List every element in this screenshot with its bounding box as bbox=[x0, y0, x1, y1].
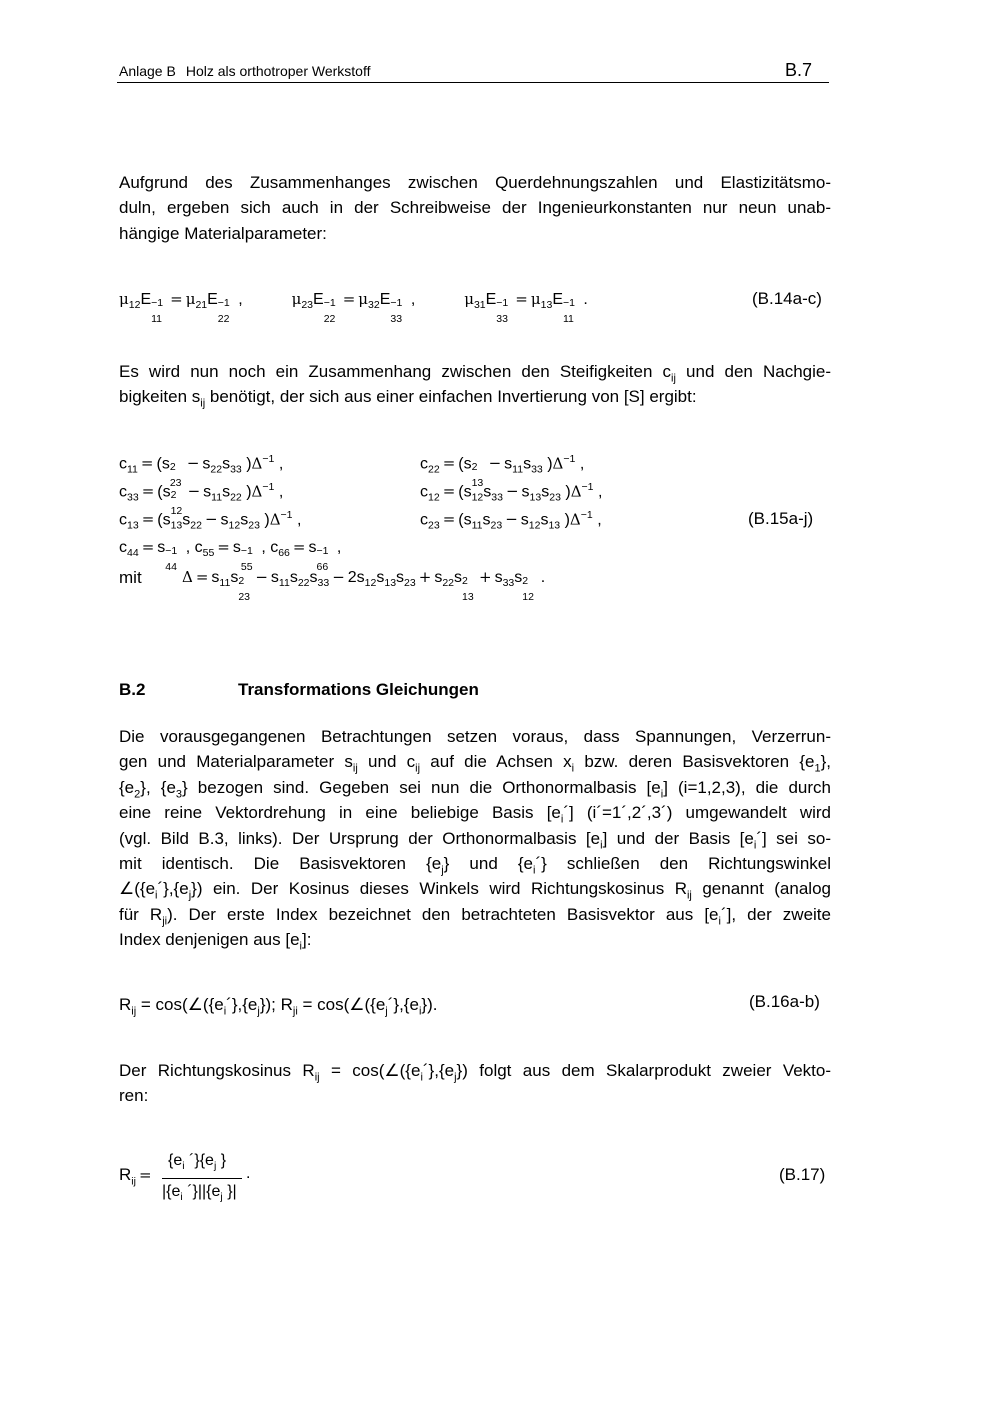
para3-line-8: für $R_{ji}$). Der erste Index bezeichnet den betrachteten Basisvektor aus $[e_i´]$, der zweite bbox=[119, 904, 831, 928]
para1-line-3: hängige Materialparameter: bbox=[119, 223, 327, 243]
para1-line-2: duln, ergeben sich auch in der Schreibweise der Ingenieurkonstanten nur neun unab- bbox=[119, 198, 831, 218]
paragraph-3 bbox=[119, 724, 831, 953]
equation-b17-denominator: $|\{e_i$ $´\}||\{e_j$ }| bbox=[162, 1183, 237, 1204]
para2-line-1: Es wird nun noch ein Zusammenhang zwischen den Steifigkeiten $c_{ij}$ und den Nachgie- bbox=[119, 362, 831, 385]
equation-b15-c44-c66: $c_{44} = s$ −1 44 , $c_{55} = s$ −1 55 , $c_{66} = s$ −1 66 , bbox=[119, 538, 342, 573]
equation-b15-c22: $c_{22} = (s$ 2 13 − $s_{11}s_{33}$ )$\Delta^{-1}$ , bbox=[420, 453, 585, 490]
equation-b14: $\mu_{12}E$ −1 11 = $\mu_{21}E$ −1 22 , $\mu_{23}E$ −1 22 = $\mu_{32}E$ −1 33 , $\mu_{31}E$ −1 33 = $\mu_{13}E$ −1 11 . bbox=[119, 290, 588, 325]
equation-b17-numerator: {$e_i$ $´\}\{e_j$ } bbox=[168, 1152, 227, 1173]
equation-number-b15: (B.15a-j) bbox=[748, 509, 814, 528]
para4-line-1: Der Richtungskosinus $R_{ij}$ = $\cos(\angle(\{e_i´\},\{e_j\})$ folgt aus dem Skalarprodukt zweier Vekto- bbox=[119, 1061, 832, 1084]
equation-b15-c11: $c_{11} = (s$ 2 23 − $s_{22}s_{33}$ )$\Delta^{-1}$ , bbox=[119, 453, 284, 490]
para3-line-5: (vgl. Bild B.3, links). Der Ursprung der Orthonormalbasis $[e_i]$ und der Basis $[e_i´]$ sei so- bbox=[119, 828, 831, 851]
header-title: Holz als orthotroper Werkstoff bbox=[185, 63, 371, 79]
para3-line-6: mit identisch. Die Basisvektoren $\{e_j\}$ und $\{e_i´\}$ schließen den Richtungswinkel bbox=[119, 853, 831, 877]
header-rule bbox=[117, 82, 829, 83]
equation-number-b16: (B.16a-b) bbox=[749, 992, 820, 1011]
para3-line-1: Die vorausgegangenen Betrachtungen setzen voraus, dass Spannungen, Verzerrun- bbox=[119, 727, 831, 746]
equation-b17-lhs: $R_{ij}$ = bbox=[119, 1165, 152, 1188]
para3-line-3: $\{e_2\}$, $\{e_3\}$ bezogen sind. Gegeben sei nun die Orthonormalbasis $[e_i]$ (i=1,2,3), die durch bbox=[119, 777, 831, 801]
para2-line-2: bigkeiten $s_{ij}$ benötigt, der sich aus einer einfachen Invertierung von [S] ergibt: bbox=[119, 387, 697, 410]
equation-b15-c12: $c_{12} = (s_{12}s_{33} - s_{13}s_{23}$ )$\Delta^{-1}$ , bbox=[420, 481, 603, 504]
equation-b15-c13: $c_{13} = (s_{13}s_{22} - s_{12}s_{23}$ )$\Delta^{-1}$ , bbox=[119, 509, 302, 532]
running-header bbox=[119, 63, 371, 79]
para3-line-2: gen und Materialparameter $s_{ij}$ und $c_{ij}$ auf die Achsen $x_i$ bzw. deren Basisvektoren $\{e_1\}$, bbox=[119, 752, 832, 775]
equation-b17-fraction-bar bbox=[162, 1178, 242, 1179]
paragraph-2 bbox=[119, 359, 831, 410]
paragraph-1 bbox=[119, 170, 831, 246]
header-appendix-label: Anlage B bbox=[119, 63, 176, 79]
section-number: B.2 bbox=[119, 680, 146, 699]
equation-b15-c23: $c_{23} = (s_{11}s_{23} - s_{12}s_{13}$ )$\Delta^{-1}$ , bbox=[420, 509, 602, 532]
section-title: Transformations Gleichungen bbox=[238, 680, 479, 699]
equation-b17-period: . bbox=[246, 1165, 251, 1182]
page-number: B.7 bbox=[785, 60, 813, 80]
equation-number-b17: (B.17) bbox=[779, 1165, 826, 1184]
para3-line-4: eine reine Vektordrehung in eine beliebige Basis $[e_i´]$ (i´=1´,2´,3´) umgewandelt wird bbox=[119, 803, 832, 826]
para3-line-7: $\angle(\{e_i´\},\{e_j\})$ ein. Der Kosinus dieses Winkels wird Richtungskosinus $R_{ij}$ genannt (analog bbox=[119, 879, 831, 902]
para1-line-1: Aufgrund des Zusammenhanges zwischen Querdehnungszahlen und Elastizitätsmo- bbox=[119, 173, 831, 192]
equation-b15-delta: $\Delta = s_{11}s$ 2 23 − $s_{11}s_{22}s_{33} - 2s_{12}s_{13}s_{23} + s_{22}s$ 2 13 + $s_{33}s$ 2 12 . bbox=[182, 568, 546, 603]
para3-line-9: Index denjenigen aus $[e_i]$: bbox=[119, 930, 312, 953]
equation-b16: $R_{ij}$ = $\cos(\angle(\{e_i´\},\{e_j\})$; $R_{ji}$ = $\cos(\angle(\{e_j´\},\{e_i\})$. bbox=[119, 995, 438, 1018]
paragraph-4 bbox=[119, 1058, 831, 1109]
para4-line-2: ren: bbox=[119, 1086, 149, 1106]
equation-number-b14: (B.14a-c) bbox=[752, 289, 822, 308]
equation-b15-c33: $c_{33} = (s$ 2 12 − $s_{11}s_{22}$ )$\Delta^{-1}$ , bbox=[119, 481, 284, 518]
equation-b15-mit-label: mit bbox=[119, 568, 142, 587]
